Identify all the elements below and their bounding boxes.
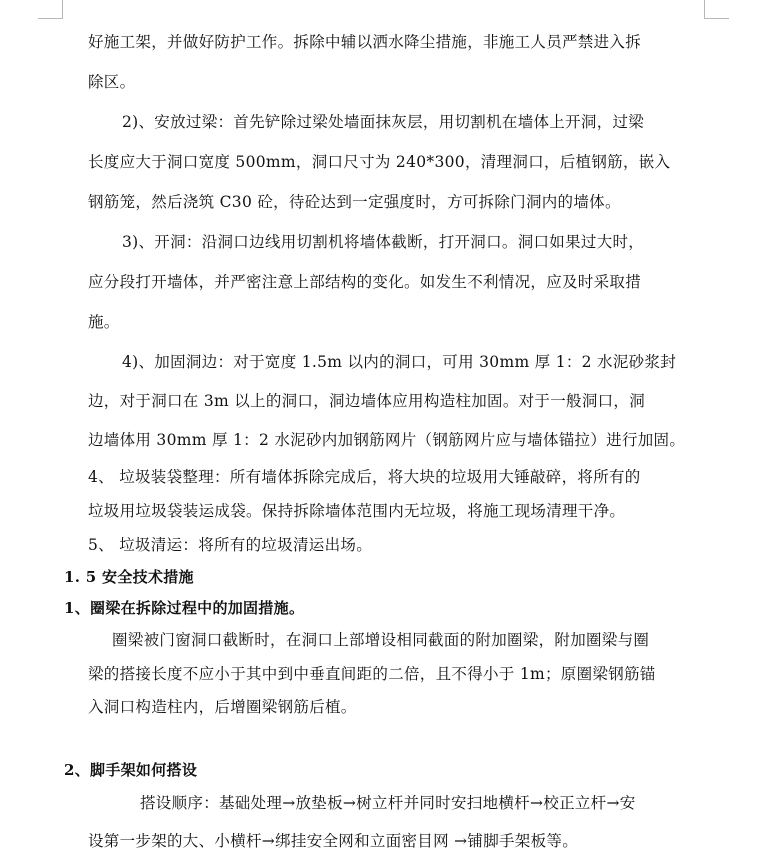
paragraph-line: 搭设顺序：基础处理→放垫板→树立杆并同时安扫地横杆→校正立杆→安 bbox=[140, 794, 636, 812]
subsection-heading: 1、圈梁在拆除过程中的加固措施。 bbox=[64, 599, 305, 617]
paragraph-line: 2)、安放过梁：首先铲除过梁处墙面抹灰层，用切割机在墙体上开洞，过梁 bbox=[122, 113, 645, 131]
page-corner-mark-left bbox=[38, 0, 63, 19]
page-corner-mark-right bbox=[704, 0, 729, 19]
paragraph-line: 设第一步架的大、小横杆→绑挂安全网和立面密目网 →铺脚手架板等。 bbox=[88, 832, 579, 850]
paragraph-line: 钢筋笼，然后浇筑 C30 砼，待砼达到一定强度时，方可拆除门洞内的墙体。 bbox=[88, 193, 621, 211]
paragraph-line: 好施工架，并做好防护工作。拆除中辅以洒水降尘措施，非施工人员严禁进入拆 bbox=[88, 33, 642, 51]
paragraph-line: 施。 bbox=[88, 313, 120, 331]
paragraph-line: 圈梁被门窗洞口截断时，在洞口上部增设相同截面的附加圈梁，附加圈梁与圈 bbox=[112, 631, 650, 649]
paragraph-line: 边，对于洞口在 3m 以上的洞口，洞边墙体应用构造柱加固。对于一般洞口，洞 bbox=[88, 392, 646, 410]
paragraph-line: 垃圾用垃圾袋装运成袋。保持拆除墙体范围内无垃圾，将施工现场清理干净。 bbox=[88, 502, 626, 520]
section-heading: 1. 5 安全技术措施 bbox=[64, 568, 194, 586]
paragraph-line: 边墙体用 30mm 厚 1：2 水泥砂内加钢筋网片（钢筋网片应与墙体锚拉）进行加固。 bbox=[88, 431, 686, 449]
paragraph-line: 4)、加固洞边：对于宽度 1.5m 以内的洞口，可用 30mm 厚 1：2 水泥砂浆封 bbox=[122, 353, 677, 371]
list-item: 5、 垃圾清运：将所有的垃圾清运出场。 bbox=[88, 536, 372, 554]
paragraph-line: 长度应大于洞口宽度 500mm，洞口尺寸为 240*300，清理洞口，后植钢筋，嵌入 bbox=[88, 153, 671, 171]
paragraph-line: 入洞口构造柱内，后增圈梁钢筋后植。 bbox=[88, 698, 357, 716]
paragraph-line: 梁的搭接长度不应小于其中到中垂直间距的二倍，且不得小于 1m；原圈梁钢筋锚 bbox=[88, 665, 656, 683]
paragraph-line: 除区。 bbox=[88, 73, 136, 91]
paragraph-line: 3)、开洞：沿洞口边线用切割机将墙体截断，打开洞口。洞口如果过大时， bbox=[122, 233, 645, 251]
list-item: 4、 垃圾装袋整理：所有墙体拆除完成后，将大块的垃圾用大锤敲碎，将所有的 bbox=[88, 468, 641, 486]
paragraph-line: 应分段打开墙体，并严密注意上部结构的变化。如发生不利情况，应及时采取措 bbox=[88, 273, 642, 291]
subsection-heading: 2、脚手架如何搭设 bbox=[64, 761, 198, 779]
